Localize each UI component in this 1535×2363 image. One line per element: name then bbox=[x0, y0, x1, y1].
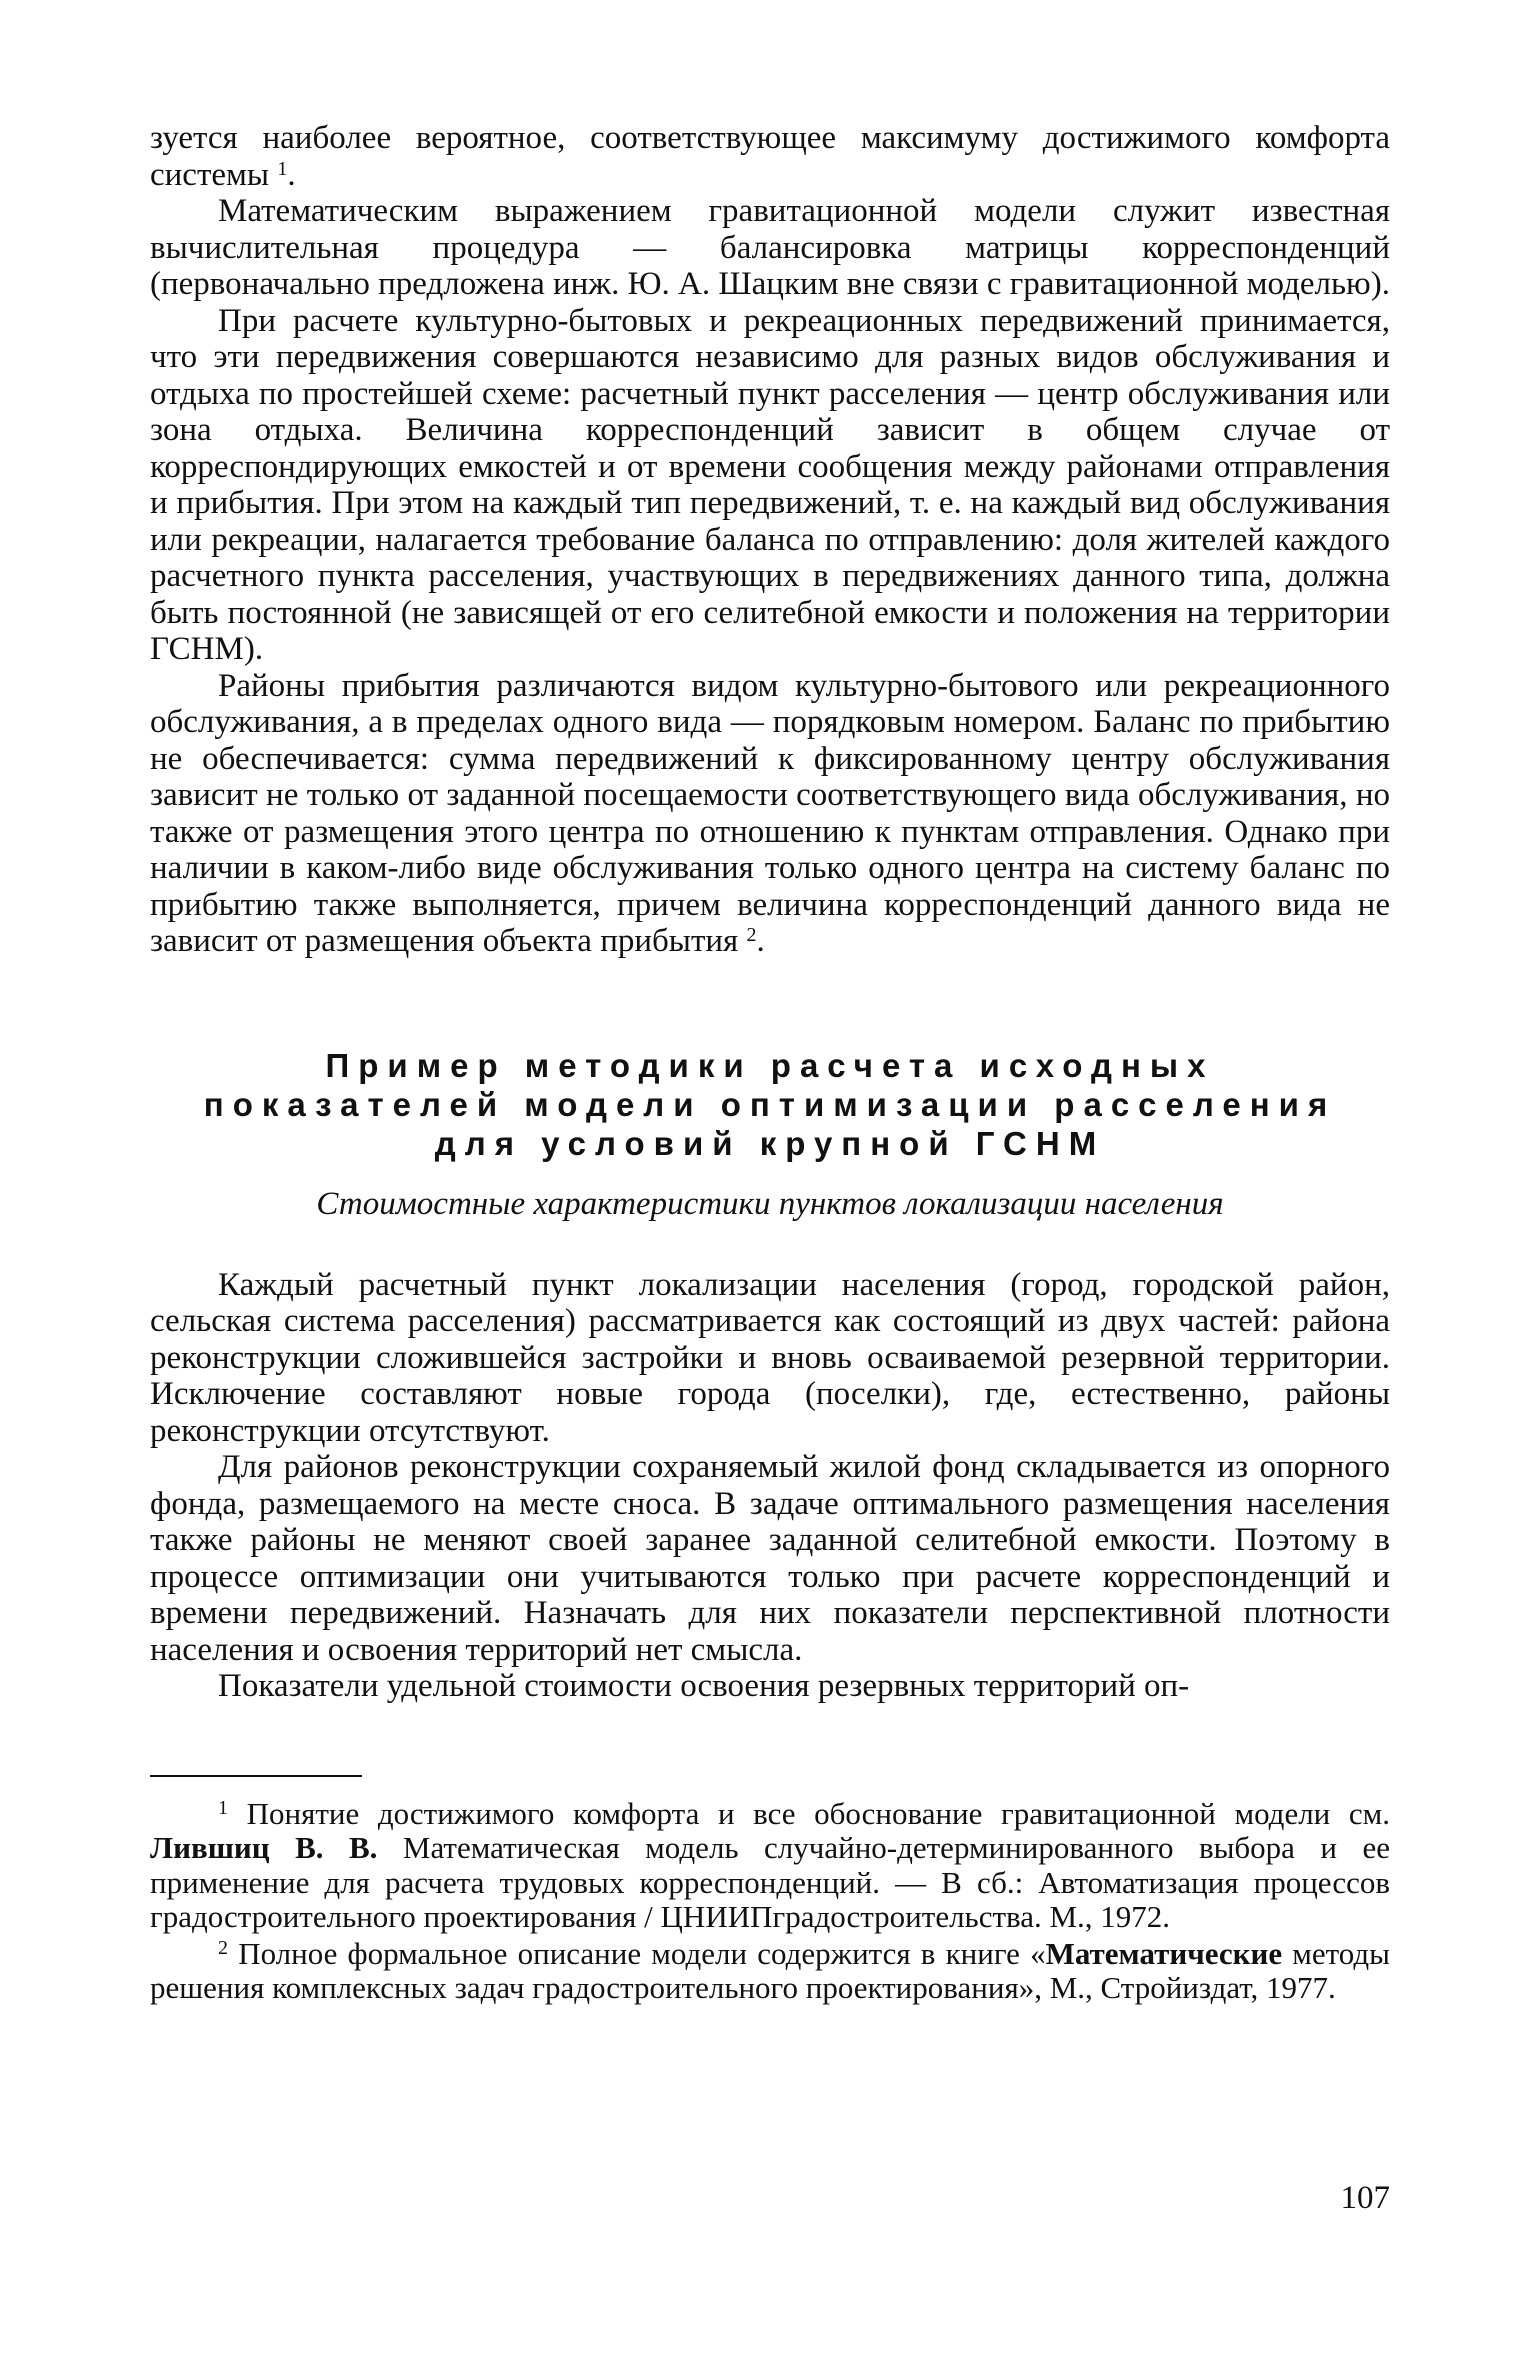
paragraph-reconstruction-districts: Для районов реконструкции сохраняемый жилой фонд складывается из опорного фонда, размещаемого на месте сноса. В задаче оптимального размещения населения также районы не меняют своей заранее заданной селитебной емкости. Поэтому в процессе оптимизации они учитываются только при расчете корреспонденций и времени передвижений. Назначать для них показатели перспективной плотности населения и освоения территорий нет смысла. bbox=[150, 1449, 1390, 1668]
section-heading-line: для условий крупной ГСНМ bbox=[434, 1124, 1106, 1162]
footnote-ref-2: 2 bbox=[746, 924, 757, 946]
paragraph-end: . bbox=[287, 156, 296, 193]
page-content bbox=[150, 120, 1390, 2006]
paragraph-trips-calculation: При расчете культурно-бытовых и рекреационных передвижений принимается, что эти передвижения совершаются независимо для разных видов обслуживания и отдыха по простейшей схеме: расчетный пункт расселения — центр обслуживания или зона отдыха. Величина корреспонденций зависит в общем случае от корреспондирующих емкостей и от времени сообщения между районами отправления и прибытия. При этом на каждый тип передвижений, т. е. на каждый вид обслуживания или рекреации, налагается требование баланса по отправлению: доля жителей каждого расчетного пункта расселения, участвующих в передвижениях данного типа, должна быть постоянной (не зависящей от его селитебной емкости и положения на территории ГСНМ). bbox=[150, 302, 1390, 667]
section-heading bbox=[150, 1046, 1390, 1163]
footnote-text: Понятие достижимого комфорта и все обоснование гравитационной модели см. bbox=[246, 1795, 1391, 1831]
paragraph-reserve-territories: Показатели удельной стоимости освоения резервных территорий оп- bbox=[218, 1668, 1190, 1704]
footnote-text: методы решения комплексных задач градостроительного проектирования», М., Стройиздат, 1977. bbox=[150, 1935, 1391, 2005]
paragraph-end: . bbox=[756, 923, 765, 959]
page-number: 107 bbox=[1340, 2180, 1390, 2216]
footnote-author: Лившиц В. В. bbox=[150, 1830, 378, 1865]
paragraph-gravity-model: Математическим выражением гравитационной модели служит известная вычислительная процедура — балансировка матрицы корреспонденций (первоначально предложена инж. Ю. А. Шацким вне связи с гравитационной моделью). bbox=[150, 193, 1390, 302]
section-subheading: Стоимостные характеристики пунктов локализации населения bbox=[316, 1185, 1224, 1222]
footnote-text: Математическая модель случайно-детерминированного выбора и ее применение для расчета трудовых корреспонденций. — В сб.: Автоматизация процессов градостроительного проектирования / ЦНИИПградостроительства. М., 1972. bbox=[150, 1830, 1390, 1934]
paragraph-arrival-districts bbox=[150, 668, 1390, 960]
footnote-separator bbox=[150, 1775, 362, 1777]
paragraph-settlement-points: Каждый расчетный пункт локализации населения (город, городской район, сельская система расселения) рассматривается как состоящий из двух частей: района реконструкции сложившейся застройки и вновь осваиваемой резервной территории. Исключение составляют новые города (поселки), где, естественно, районы реконструкции отсутствуют. bbox=[150, 1266, 1390, 1449]
section-heading-line: Пример методики расчета исходных bbox=[325, 1046, 1215, 1084]
paragraph-continuation bbox=[150, 120, 1390, 193]
section-heading-line: показателей модели оптимизации расселения bbox=[203, 1085, 1337, 1123]
footnote-ref-1: 1 bbox=[277, 157, 288, 180]
paragraph-text: зуется наиболее вероятное, соответствующее максимуму достижимого комфорта системы bbox=[150, 120, 1390, 193]
footnotes bbox=[150, 1797, 1390, 2006]
footnote-mark: 2 bbox=[218, 1936, 228, 1959]
footnote-book-title: Математические bbox=[1045, 1935, 1283, 1971]
paragraph-text: Районы прибытия различаются видом культурно-бытового или рекреационного обслуживания, а в пределах одного вида — порядковым номером. Баланс по прибытию не обеспечивается: сумма передвижений к фиксированному центру обслуживания зависит не только от заданной посещаемости соответствующего вида обслуживания, но также от размещения этого центра по отношению к пунктам отправления. Однако при наличии в каком-либо виде обслуживания только одного центра на систему баланс по прибытию также выполняется, причем величина корреспонденций данного вида не зависит от размещения объекта прибытия bbox=[150, 667, 1390, 959]
footnote-1 bbox=[150, 1797, 1390, 1935]
footnote-2 bbox=[150, 1937, 1390, 2006]
footnote-mark: 1 bbox=[218, 1796, 228, 1819]
footnote-text: Полное формальное описание модели содержится в книге « bbox=[238, 1935, 1046, 1971]
